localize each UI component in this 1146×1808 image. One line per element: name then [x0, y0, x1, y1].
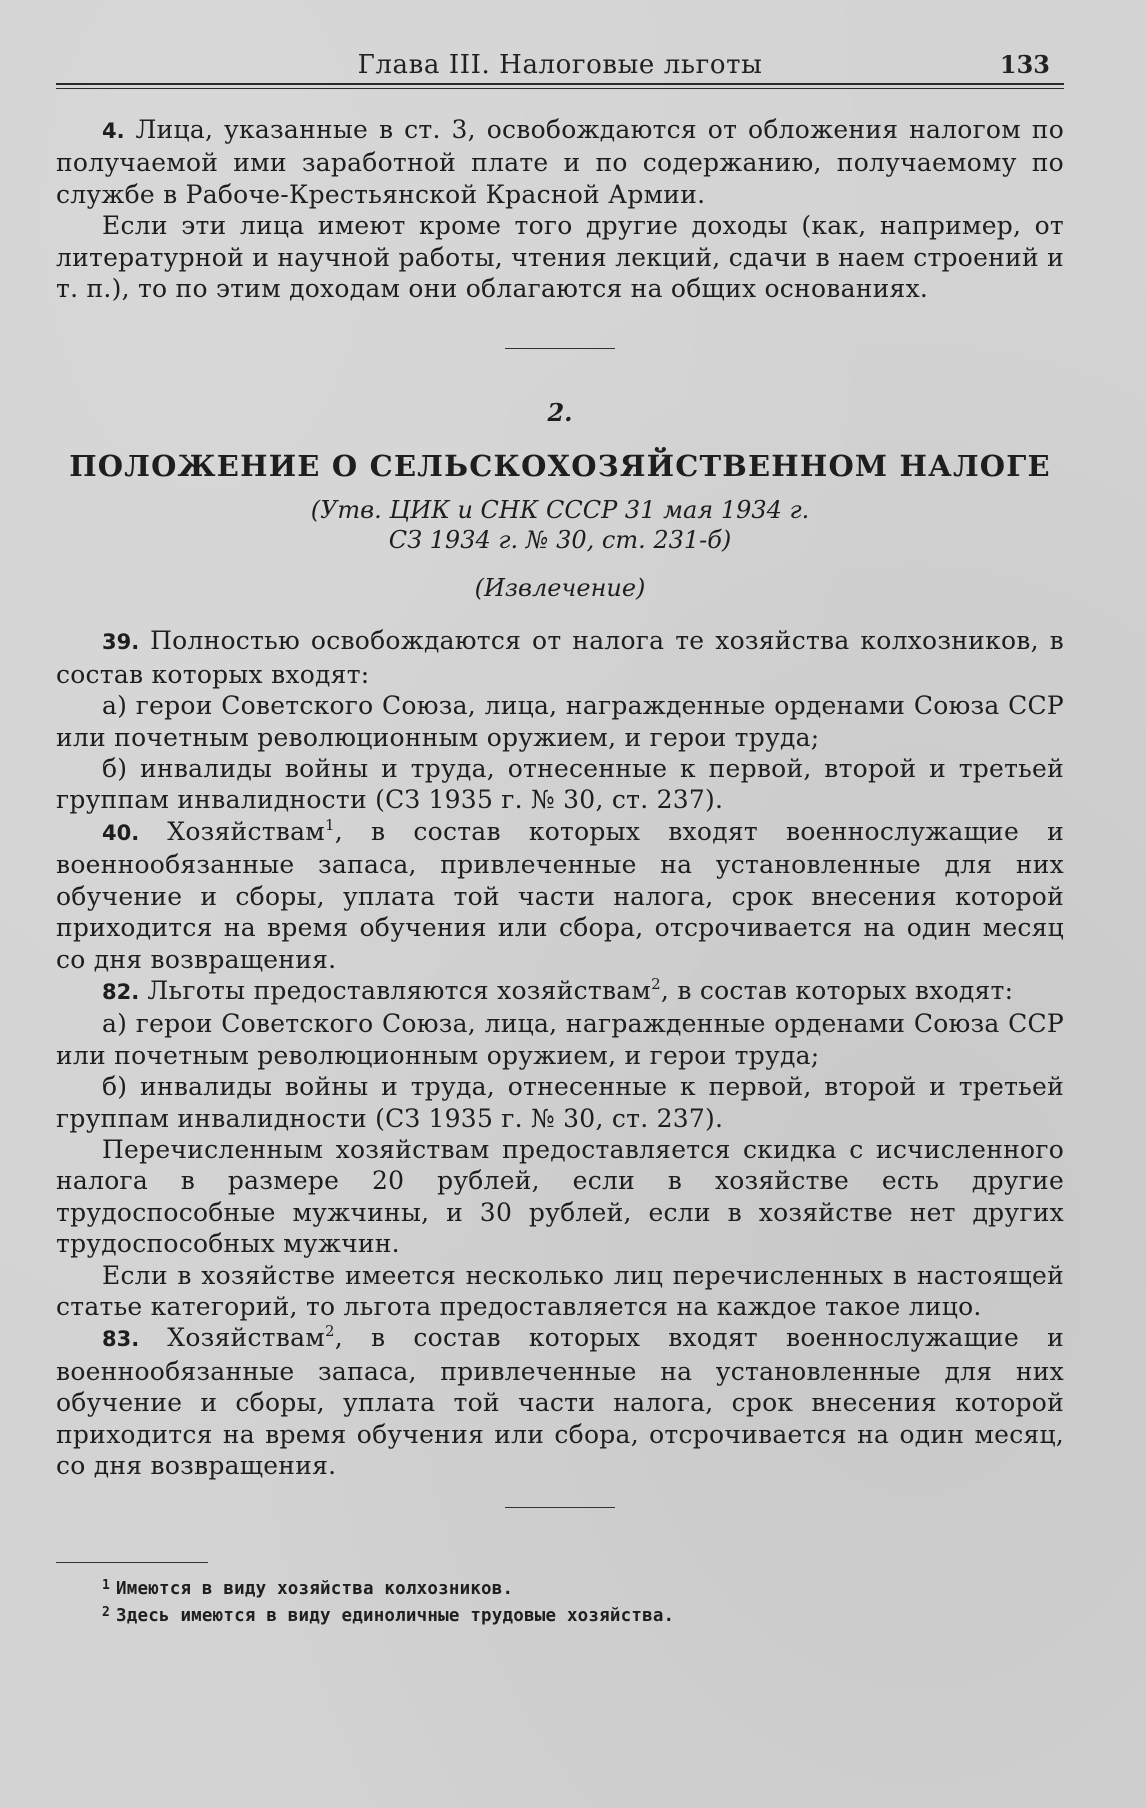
- section-number: 2.: [547, 398, 573, 428]
- paragraph-other-income: Если эти лица имеют кроме того другие доходы (как, например, от литературной и научной работы, чтения лекций, сдачи в наем строений и т. п.), то по этим доходам они облагаются на общих основаниях.: [56, 211, 1064, 304]
- approval-line-2: СЗ 1934 г. № 30, ст. 231-б): [388, 526, 732, 555]
- article-number: 83.: [102, 1327, 140, 1352]
- article-text: Хозяйствам: [167, 1323, 325, 1353]
- extract-label: (Извлечение): [474, 574, 646, 603]
- approval-reference: [56, 495, 1064, 555]
- footnotes: [56, 1574, 1064, 1628]
- running-title: Глава III. Налоговые льготы: [357, 50, 763, 80]
- footnote-reference: 1: [324, 815, 335, 834]
- list-item-a: а) герои Советского Союза, лица, награжденные орденами Союза ССР или почетным революционным оружием, и герои труда;: [56, 691, 1064, 752]
- footnote-text: Имеются в виду хозяйства колхозников.: [116, 1579, 514, 1600]
- footnote-mark: 1: [102, 1578, 111, 1594]
- footnote-2: [56, 1601, 1064, 1628]
- article-text: Льготы предоставляются хозяйствам: [147, 975, 652, 1005]
- page-content: [56, 36, 1064, 1628]
- header-rule: [56, 83, 1064, 89]
- footnote-reference: 2: [651, 974, 661, 993]
- list-item-b: б) инвалиды войны и труда, отнесенные к первой, второй и третьей группам инвалидности (СЗ 1935 г. № 30, ст. 237).: [56, 1072, 1064, 1133]
- running-header: [56, 36, 1064, 78]
- paragraph-article-82: [56, 975, 1064, 1008]
- article-text-continued: , в состав которых входят военнослужащие и военнообязанные запаса, привлеченные на установленные для них обучение и сборы, уплата той части налога, срок внесения которой приходится на время обучения или сбора, отсрочивается на один месяц со дня возвращения.: [56, 816, 1065, 974]
- paragraph-discount: Перечисленным хозяйствам предоставляется скидка с исчисленного налога в размере 20 рублей, если в хозяйстве есть другие трудоспособные мужчины, и 30 рублей, если в хозяйстве нет других трудоспособных мужчин.: [56, 1134, 1064, 1259]
- article-text: Лица, указанные в ст. 3, освобождаются от обложения налогом по получаемой ими заработной плате и по содержанию, получаемому по службе в Рабоче-Крестьянской Красной Армии.: [56, 115, 1064, 209]
- list-item-b: б) инвалиды войны и труда, отнесенные к первой, второй и третьей группам инвалидности (СЗ 1935 г. № 30, ст. 237).: [56, 754, 1064, 815]
- footnote-text: Здесь имеются в виду единоличные трудовые хозяйства.: [116, 1606, 675, 1627]
- footnote-reference: 2: [324, 1322, 335, 1341]
- article-number: 82.: [102, 979, 140, 1004]
- article-number: 40.: [102, 820, 140, 845]
- article-number: 4.: [102, 119, 125, 143]
- approval-line-1: (Утв. ЦИК и СНК СССР 31 мая 1934 г.: [310, 496, 810, 525]
- list-item-a: а) герои Советского Союза, лица, награжденные орденами Союза ССР или почетным революционным оружием, и герои труда;: [56, 1009, 1064, 1070]
- paragraph-article-4: [56, 114, 1064, 210]
- footnote-1: [56, 1574, 1064, 1601]
- paragraph-article-39: [56, 625, 1064, 690]
- section-title: ПОЛОЖЕНИЕ О СЕЛЬСКОХОЗЯЙСТВЕННОМ НАЛОГЕ: [69, 449, 1051, 484]
- footnote-mark: 2: [102, 1605, 111, 1621]
- paragraph-several-persons: Если в хозяйстве имеется несколько лиц перечисленных в настоящей статье категорий, то льгота предоставляется на каждое такое лицо.: [56, 1260, 1064, 1321]
- footnote-rule: [56, 1562, 208, 1563]
- article-number: 39.: [102, 630, 140, 655]
- paragraph-article-40: [56, 816, 1064, 975]
- page-number: 133: [999, 50, 1050, 79]
- section-separator: [505, 348, 615, 349]
- article-text-continued: , в состав которых входят:: [660, 975, 1014, 1005]
- article-text: Хозяйствам: [167, 816, 325, 846]
- paragraph-article-83: [56, 1322, 1064, 1481]
- end-separator: [505, 1507, 615, 1508]
- article-text-continued: , в состав которых входят военнослужащие и военнообязанные запаса, привлеченные на установленные для них обучение и сборы, уплата той части налога, срок внесения которой приходится на время обучения или сбора, отсрочивается на один месяц, со дня возвращения.: [56, 1323, 1065, 1480]
- article-text: Полностью освобождаются от налога те хозяйства колхозников, в состав которых входят:: [56, 626, 1064, 689]
